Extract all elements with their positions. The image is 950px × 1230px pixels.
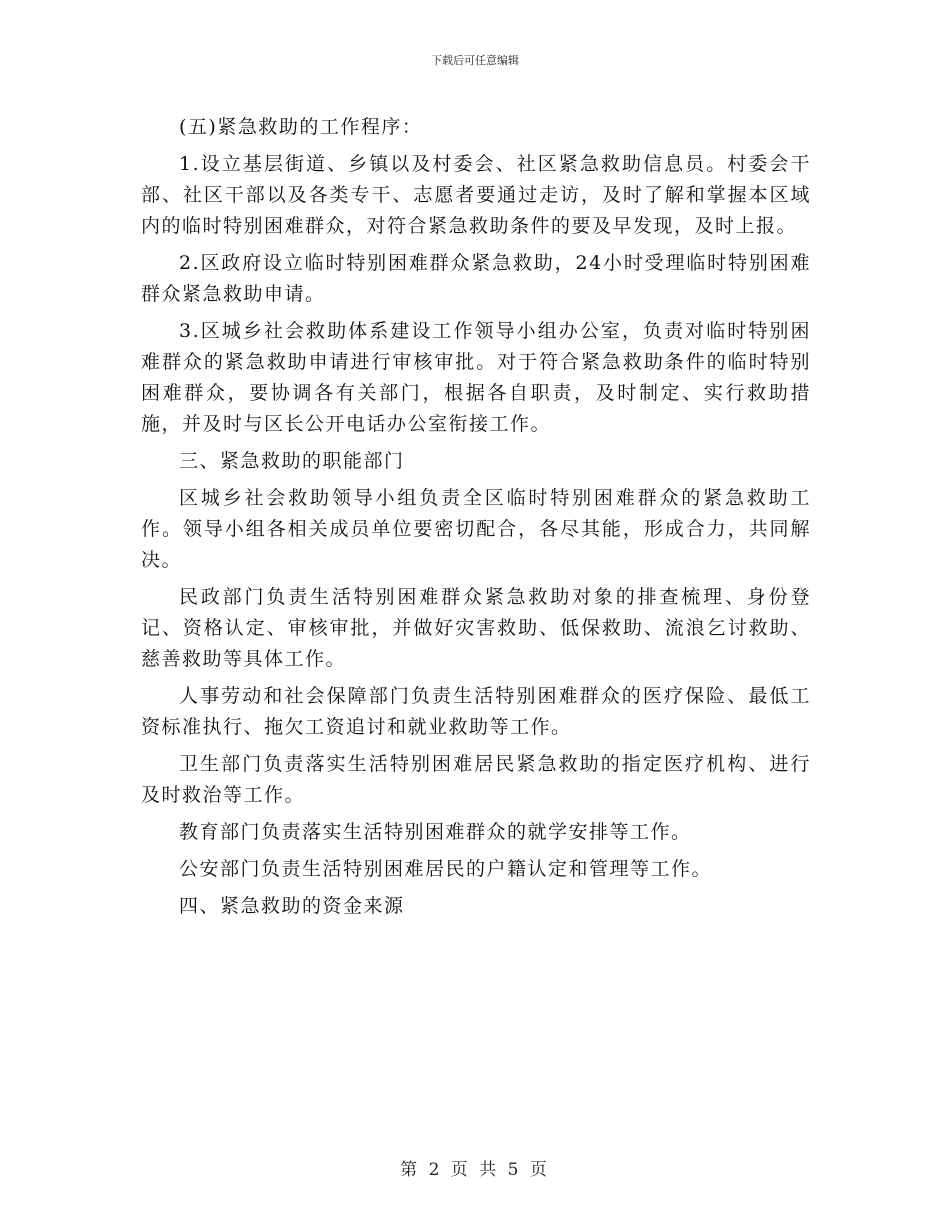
paragraph-public-security: 公安部门负责生活特别困难居民的户籍认定和管理等工作。	[179, 858, 713, 880]
document-body	[141, 112, 811, 928]
paragraph-health: 卫生部门负责落实生活特别困难居民紧急救助的指定医疗机构、进行及时救治等工作。	[141, 753, 811, 806]
procedure-item-3: 3.区城乡社会救助体系建设工作领导小组办公室，负责对临时特别困难群众的紧急救助申请进行审核审批。对于符合紧急救助条件的临时特别困难群众，要协调各有关部门，根据各自职责，及时制定、实行救助措施，并及时与区长公开电话办公室衔接工作。	[141, 320, 811, 435]
paragraph-civil-affairs: 民政部门负责生活特别困难群众紧急救助对象的排查梳理、身份登记、资格认定、审核审批，并做好灾害救助、低保救助、流浪乞讨救助、慈善救助等具体工作。	[141, 586, 811, 670]
procedure-item-2: 2.区政府设立临时特别困难群众紧急救助，24小时受理临时特别困难群众紧急救助申请。	[141, 252, 811, 305]
paragraph-leading-group: 区城乡社会救助领导小组负责全区临时特别困难群众的紧急救助工作。领导小组各相关成员单位要密切配合，各尽其能，形成合力，共同解决。	[141, 487, 811, 571]
section-heading-procedure: (五)紧急救助的工作程序：	[179, 116, 423, 138]
procedure-item-1: 1.设立基层街道、乡镇以及村委会、社区紧急救助信息员。村委会干部、社区干部以及各类专干、志愿者要通过走访，及时了解和掌握本区域内的临时特别困难群众，对符合紧急救助条件的要及早发现，及时上报。	[141, 153, 811, 237]
page-number-footer: 第 2 页 共 5 页	[400, 1160, 550, 1180]
paragraph-labor-social-security: 人事劳动和社会保障部门负责生活特别困难群众的医疗保险、最低工资标准执行、拖欠工资追讨和就业救助等工作。	[141, 685, 811, 738]
page-header: 下载后可任意编辑	[431, 54, 519, 67]
section-heading-funding: 四、紧急救助的资金来源	[179, 895, 405, 917]
paragraph-education: 教育部门负责落实生活特别困难群众的就学安排等工作。	[179, 821, 692, 843]
section-heading-departments: 三、紧急救助的职能部门	[179, 450, 405, 472]
